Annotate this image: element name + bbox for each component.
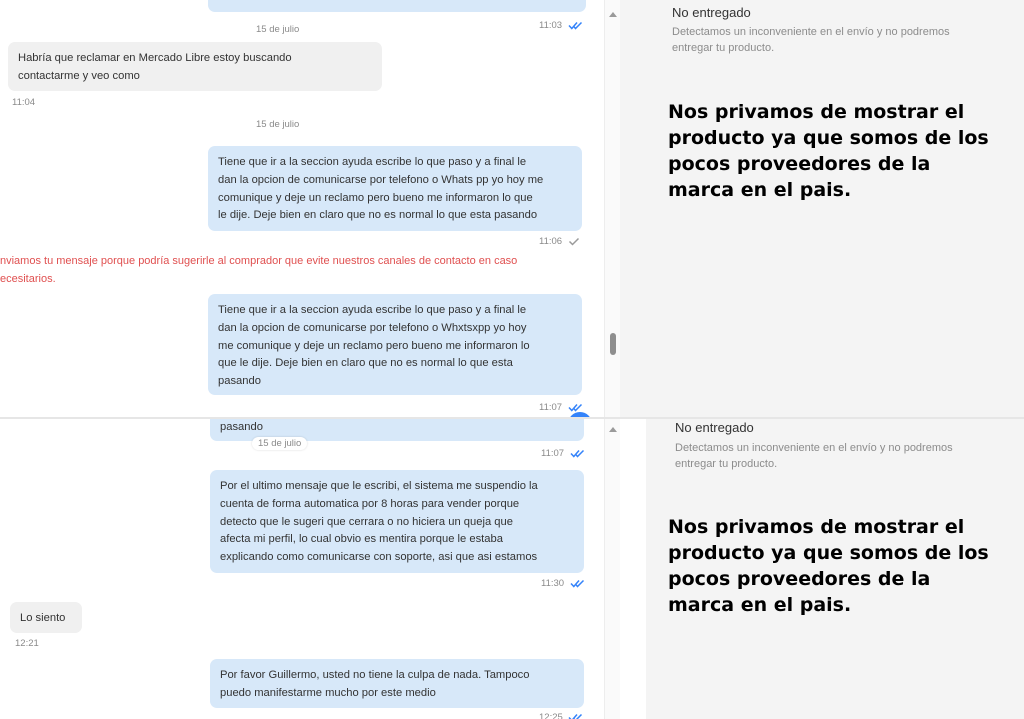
chat-thread[interactable]: [0, 419, 604, 719]
message-time: 11:07: [541, 448, 586, 459]
double-check-icon: [570, 579, 586, 588]
message-bubble-partial: [208, 0, 586, 12]
message-time: 11:06: [539, 236, 580, 247]
panel-gap: [620, 419, 646, 719]
chat-screenshot-bottom: [0, 419, 1024, 719]
message-time: 12:25: [539, 712, 584, 719]
single-check-icon: [568, 237, 580, 246]
outgoing-message: Por favor Guillermo, usted no tiene la culpa de nada. Tampoco puedo manifestarme mucho por este medio: [210, 659, 584, 708]
date-separator: 15 de julio: [256, 24, 300, 35]
order-status-panel: [646, 419, 1024, 719]
outgoing-message: Tiene que ir a la seccion ayuda escribe lo que paso y a final le dan la opcion de comunicarse por telefono o Whats pp yo hoy me comunique y deje un reclamo pero bueno me informaron lo que le dije. Deje bien en claro que no es normal lo que esta pasando: [208, 146, 582, 231]
date-separator: 15 de julio: [252, 437, 307, 450]
double-check-icon: [568, 403, 584, 412]
double-check-icon: [568, 713, 584, 719]
double-check-icon: [570, 449, 586, 458]
message-bubble-partial: pasando: [210, 419, 584, 441]
status-title: No entregado: [672, 5, 751, 20]
incoming-message: Lo siento: [10, 602, 82, 633]
incoming-message: Habría que reclamar en Mercado Libre estoy buscando contactarme y veo como: [8, 42, 382, 91]
message-time: 11:07: [539, 402, 584, 413]
date-separator: 15 de julio: [256, 119, 300, 130]
chat-thread[interactable]: [0, 0, 604, 419]
message-time: 11:03: [539, 20, 584, 31]
overlay-notice: Nos privamos de mostrar el producto ya que somos de los pocos proveedores de la marca en el pais.: [668, 101, 989, 201]
overlay-notice: Nos privamos de mostrar el producto ya que somos de los pocos proveedores de la marca en el pais.: [668, 516, 989, 616]
outgoing-message: Tiene que ir a la seccion ayuda escribe lo que paso y a final le dan la opcion de comunicarse por telefono o Whxtsxpp yo hoy me comunique y deje un reclamo pero bueno me informaron lo que le dije. Deje bien en claro que no es normal lo que esta pasando: [208, 294, 582, 395]
status-title: No entregado: [675, 420, 754, 435]
status-description: Detectamos un inconveniente en el envío y no podremos entregar tu producto.: [672, 26, 950, 54]
scrollbar-thumb[interactable]: [610, 333, 616, 355]
message-time: 12:21: [15, 638, 39, 649]
scroll-up-arrow-icon[interactable]: [609, 12, 617, 17]
message-time: 11:04: [12, 97, 36, 108]
double-check-icon: [568, 21, 584, 30]
scroll-up-arrow-icon[interactable]: [609, 427, 617, 432]
scrollbar[interactable]: [604, 419, 621, 719]
status-description: Detectamos un inconveniente en el envío y no podremos entregar tu producto.: [675, 442, 953, 470]
warning-message: nviamos tu mensaje porque podría sugerirle al comprador que evite nuestros canales de contacto en caso ecesitarios.: [0, 255, 518, 285]
message-time: 11:30: [541, 578, 586, 589]
order-status-panel: [620, 0, 1024, 419]
scrollbar[interactable]: [604, 0, 621, 419]
outgoing-message: Por el ultimo mensaje que le escribi, el sistema me suspendio la cuenta de forma automatica por 8 horas para vender porque detecto que le sugeri que cerrara o no hiciera un queja que afecta mi perfil, lo cual obvio es mentira porque le estaba explicando como comunicarse con soporte, asi que asi estamos: [210, 470, 584, 573]
